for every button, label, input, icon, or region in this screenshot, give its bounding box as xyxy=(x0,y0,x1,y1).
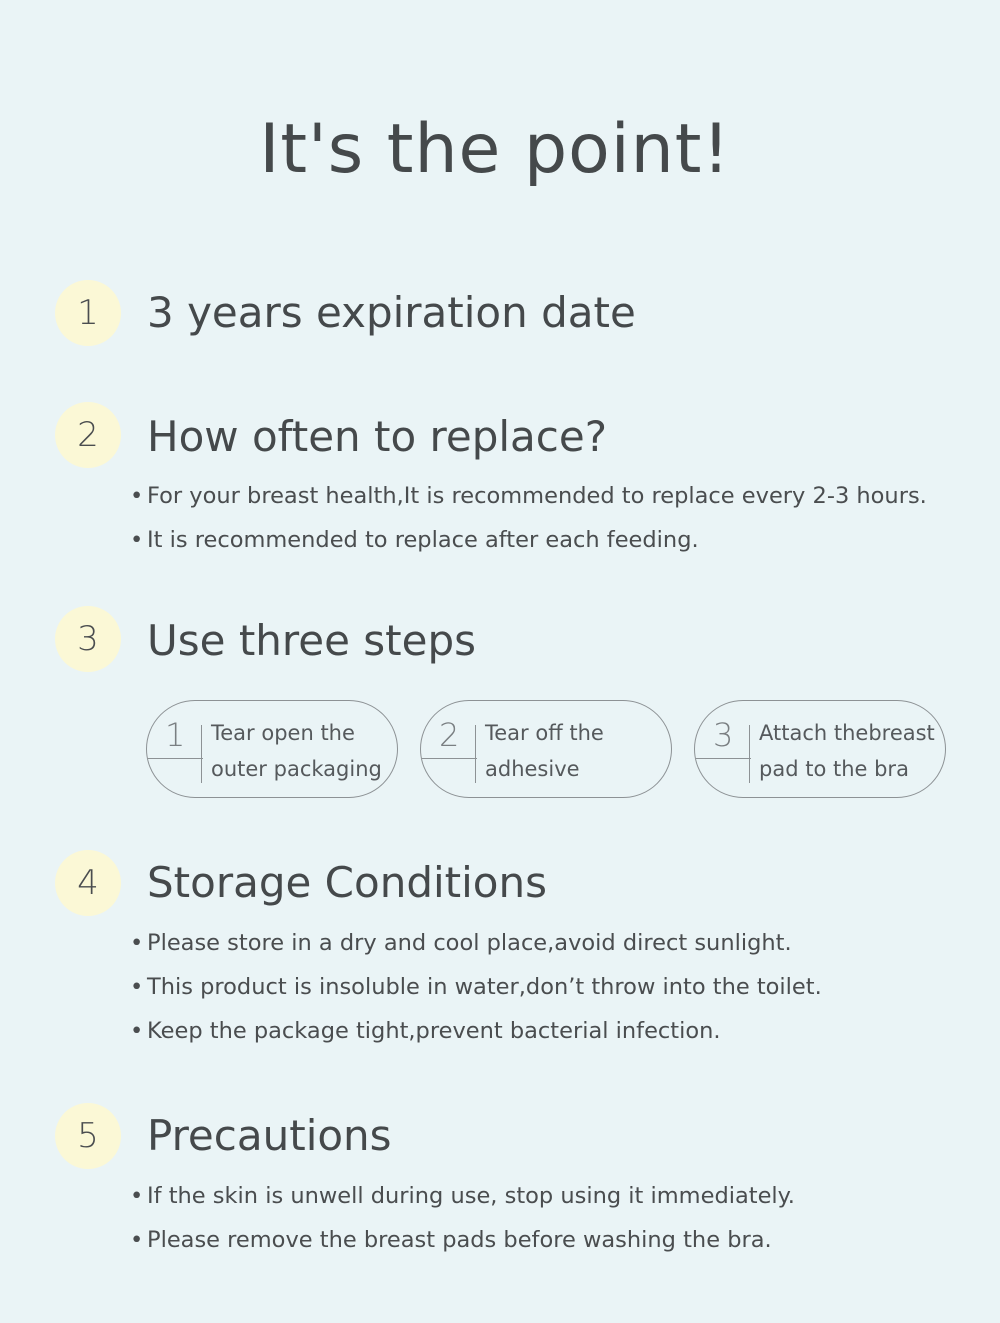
list-item-text: Please store in a dry and cool place,avoid direct sunlight. xyxy=(147,930,792,956)
list-item-text: It is recommended to replace after each feeding. xyxy=(147,527,699,553)
section-heading: Precautions xyxy=(147,1111,392,1160)
list-item xyxy=(130,474,927,518)
step-line: outer packaging xyxy=(211,757,382,781)
bullet-icon: • xyxy=(130,1183,144,1209)
divider xyxy=(475,725,476,783)
divider xyxy=(147,758,203,759)
number-badge: 5 xyxy=(55,1103,121,1169)
list-item xyxy=(130,1174,795,1218)
step-number: 3 xyxy=(713,716,734,754)
bullet-list xyxy=(130,474,927,562)
list-item-text: This product is insoluble in water,don’t throw into the toilet. xyxy=(147,974,822,1000)
step-line: Tear off the xyxy=(485,721,604,745)
divider xyxy=(749,725,750,783)
list-item xyxy=(130,1009,822,1053)
list-item xyxy=(130,518,927,562)
section-heading: 3 years expiration date xyxy=(147,288,636,337)
step-card xyxy=(694,700,946,798)
bullet-list xyxy=(130,1174,795,1262)
list-item-text: If the skin is unwell during use, stop using it immediately. xyxy=(147,1183,795,1209)
step-text xyxy=(211,715,396,787)
list-item-text: Keep the package tight,prevent bacterial infection. xyxy=(147,1018,721,1044)
step-card xyxy=(420,700,672,798)
list-item xyxy=(130,1218,795,1262)
step-line: pad to the bra xyxy=(759,757,909,781)
number-badge: 3 xyxy=(55,606,121,672)
bullet-list xyxy=(130,921,822,1053)
list-item xyxy=(130,921,822,965)
bullet-icon: • xyxy=(130,1018,144,1044)
bullet-icon: • xyxy=(130,930,144,956)
step-line: adhesive xyxy=(485,757,580,781)
step-line: Attach thebreast xyxy=(759,721,935,745)
list-item-text: Please remove the breast pads before washing the bra. xyxy=(147,1227,772,1253)
bullet-icon: • xyxy=(130,527,144,553)
divider xyxy=(421,758,477,759)
step-number: 1 xyxy=(165,716,186,754)
step-text xyxy=(759,715,944,787)
section-heading: How often to replace? xyxy=(147,412,607,461)
page-title: It's the point! xyxy=(259,110,731,189)
list-item xyxy=(130,965,822,1009)
list-item-text: For your breast health,It is recommended to replace every 2-3 hours. xyxy=(147,483,927,509)
bullet-icon: • xyxy=(130,1227,144,1253)
step-line: Tear open the xyxy=(211,721,355,745)
number-badge: 1 xyxy=(55,280,121,346)
step-text xyxy=(485,715,670,787)
number-badge: 4 xyxy=(55,850,121,916)
bullet-icon: • xyxy=(130,483,144,509)
divider xyxy=(695,758,751,759)
section-heading: Storage Conditions xyxy=(147,858,547,907)
step-card xyxy=(146,700,398,798)
number-badge: 2 xyxy=(55,402,121,468)
bullet-icon: • xyxy=(130,974,144,1000)
divider xyxy=(201,725,202,783)
steps-row xyxy=(146,700,951,802)
section-heading: Use three steps xyxy=(147,616,477,665)
step-number: 2 xyxy=(439,716,460,754)
